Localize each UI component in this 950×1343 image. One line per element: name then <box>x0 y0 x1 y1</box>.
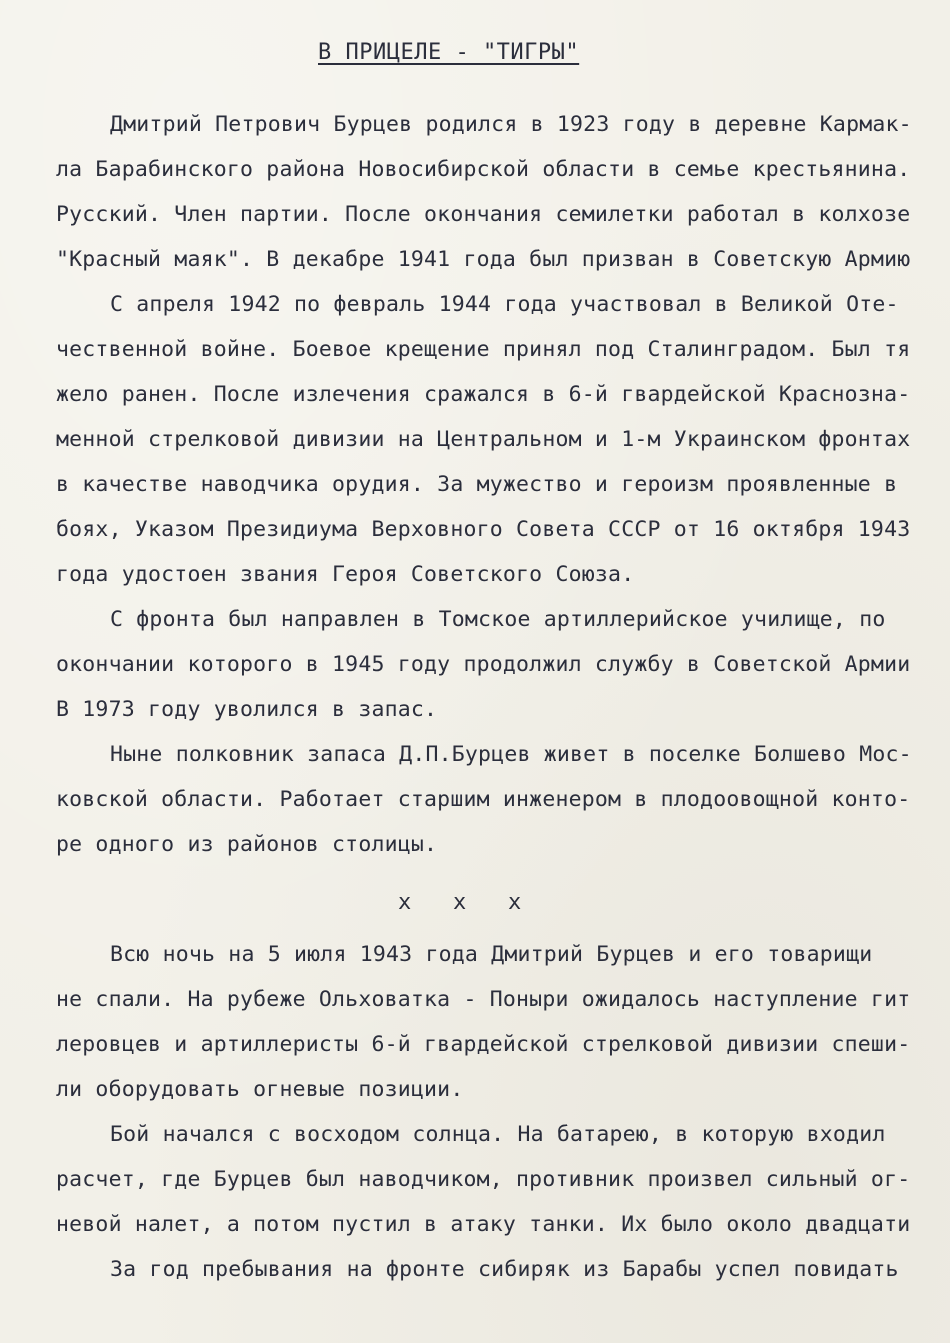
text-line: Всю ночь на 5 июля 1943 года Дмитрий Бурцев и его товарищи <box>110 942 873 967</box>
text-line: в качестве наводчика орудия. За мужество и героизм проявленные в <box>56 472 898 497</box>
text-line: невой налет, а потом пустил в атаку танки. Их было около двадцати <box>56 1212 911 1237</box>
section-separator: х х х <box>398 890 522 915</box>
text-line: боях, Указом Президиума Верховного Совета СССР от 16 октября 1943 <box>56 517 911 542</box>
text-line: ла Барабинского района Новосибирской области в семье крестьянина. <box>56 157 911 182</box>
text-line: С апреля 1942 по февраль 1944 года участвовал в Великой Оте- <box>110 292 899 317</box>
text-line: не спали. На рубеже Ольховатка - Поныри ожидалось наступление гит <box>56 987 911 1012</box>
text-line: ре одного из районов столицы. <box>56 832 438 857</box>
text-line: жело ранен. После излечения сражался в 6-й гвардейской Краснозна- <box>56 382 911 407</box>
text-line: года удостоен звания Героя Советского Союза. <box>56 562 635 587</box>
text-line: "Красный маяк". В декабре 1941 года был призван в Советскую Армию <box>56 247 911 272</box>
text-line: В 1973 году уволился в запас. <box>56 697 438 722</box>
text-line: леровцев и артиллеристы 6-й гвардейской стрелковой дивизии спеши- <box>56 1032 911 1057</box>
text-line: Бой начался с восходом солнца. На батарею, в которую входил <box>110 1122 886 1147</box>
text-line: Ныне полковник запаса Д.П.Бурцев живет в поселке Болшево Мос- <box>110 742 912 767</box>
text-line: ковской области. Работает старшим инженером в плодоовощной конто- <box>56 787 911 812</box>
text-line: ли оборудовать огневые позиции. <box>56 1077 464 1102</box>
text-line: окончании которого в 1945 году продолжил службу в Советской Армии <box>56 652 911 677</box>
text-line: чественной войне. Боевое крещение принял под Сталинградом. Был тя <box>56 337 911 362</box>
text-line: За год пребывания на фронте сибиряк из Барабы успел повидать <box>110 1257 899 1282</box>
text-line: Дмитрий Петрович Бурцев родился в 1923 году в деревне Кармак- <box>110 112 912 137</box>
text-line: расчет, где Бурцев был наводчиком, противник произвел сильный ог- <box>56 1167 911 1192</box>
document-title: В ПРИЦЕЛЕ - "ТИГРЫ" <box>318 40 580 65</box>
text-line: С фронта был направлен в Томское артиллерийское училище, по <box>110 607 886 632</box>
text-line: менной стрелковой дивизии на Центральном и 1-м Украинском фронтах <box>56 427 911 452</box>
text-line: Русский. Член партии. После окончания семилетки работал в колхозе <box>56 202 911 227</box>
